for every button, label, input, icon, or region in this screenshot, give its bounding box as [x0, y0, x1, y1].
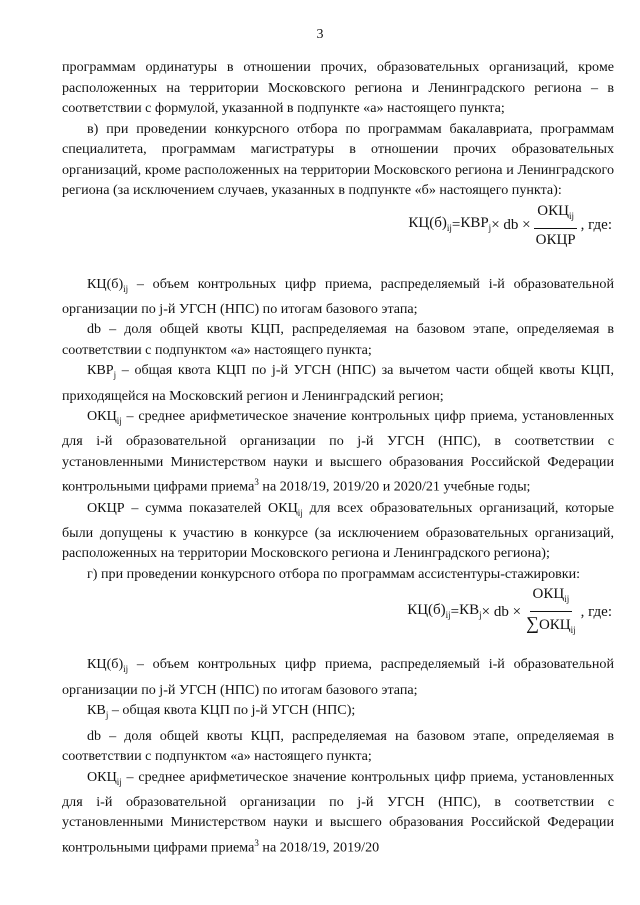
definition-db: db – доля общей квоты КЦП, распределяемая на базовом этапе, определяемая в соответствии с подпунктом «а» настоящего пункта; [62, 321, 614, 358]
formula-fraction [533, 201, 579, 250]
paragraph-continuation: программам ординатуры в отношении прочих, образовательных организаций, кроме расположенных на территории Московского региона и Ленинградского региона – в соответствии с формулой, указанной в подпункте «а» настоящего пункта; [62, 59, 614, 116]
formula-assistantship [62, 588, 614, 636]
paragraph-item-v: в) при проведении конкурсного отбора по программам бакалавриата, программам специалитета, программам магистратуры в отношении прочих образовательных организаций, кроме расположенных на территории Московского региона и Ленинградского региона (за исключением случаев, указанных в подпункте «б» настоящего пункта): [62, 120, 614, 198]
definition-kv: $КВ_j$ – общая квота КЦП по j-й УГСН (НПС); [87, 702, 356, 721]
definition-db-2: db – доля общей квоты КЦП, распределяемая на базовом этапе, определяемая в соответствии с подпунктом «а» настоящего пункта; [62, 727, 614, 765]
formula-equals: = [450, 604, 460, 621]
definition-kvr: $КВР_j$ – общая квота КЦП по j-й УГСН (НПС) за вычетом части общей квоты КЦП, приходящейся на Московский регион и Ленинградский регион; [62, 362, 614, 404]
paragraph-item-g: г) при проведении конкурсного отбора по программам ассистентуры-стажировки: [87, 565, 581, 582]
formula-equals: = [451, 217, 461, 234]
formula-fraction [523, 584, 579, 640]
fraction-numerator: $ОКЦ_{ij}$ [534, 201, 577, 229]
definition-kc: $КЦ(б)_{ij}$ – объем контрольных цифр приема, распределяемый i-й образовательной организации по j-й УГСН (НПС) по итогам базового этапа; [62, 275, 614, 317]
definition-okc: $ОКЦ_{ij}$ – среднее арифметическое значение контрольных цифр приема, установленных для i-й образовательной организации по j-й УГСН (НПС), в соответствии с установленными Министерством науки и высшего образования Российской Федерации контрольными цифрами приема$^3$ на 2018/19, 2019/20 и 2020/21 учебные годы; [62, 408, 614, 496]
definition-okc-2: $ОКЦ_{ij}$ – среднее арифметическое значение контрольных цифр приема, установленных для i-й образовательной организации по j-й УГСН (НПС), в соответствии с установленными Министерством науки и высшего образования Российской Федерации контрольными цифрами приема$^3$ на 2018/19, 2019/20 [62, 768, 614, 856]
formula-lhs: $КЦ(б)_{ij}$ [407, 601, 451, 620]
formula-bachelor [62, 204, 614, 248]
fraction-denominator: ОКЦР [535, 231, 576, 248]
formula-times-db: × db × [481, 604, 522, 621]
formula-lhs: $КЦ(б)_{ij}$ [408, 214, 452, 233]
formula-tail: , где: [580, 217, 612, 234]
formula-tail: , где: [580, 604, 612, 621]
definition-okcr: ОКЦР – сумма показателей $ОКЦ_{ij}$ для всех образовательных организаций, которые были допущены к участию в конкурсе (за исключением образовательных организаций, расположенных на территории Московского региона и Ленинградского региона); [62, 499, 614, 562]
fraction-denominator: $\sum ОКЦ_{ij}$ [526, 612, 576, 635]
fraction-numerator: $ОКЦ_{ij}$ [530, 584, 573, 612]
formula-kvr: $КВР_j$ [460, 214, 492, 233]
document-body [62, 57, 614, 858]
formula-kv: $КВ_j$ [459, 601, 482, 620]
formula-times-db: × db × [491, 217, 531, 234]
page-number: 3 [316, 27, 324, 42]
definition-kc-2: $КЦ(б)_{ij}$ – объем контрольных цифр приема, распределяемый i-й образовательной организации по j-й УГСН (НПС) по итогам базового этапа; [62, 656, 614, 698]
sum-sign: ∑ [526, 612, 539, 633]
